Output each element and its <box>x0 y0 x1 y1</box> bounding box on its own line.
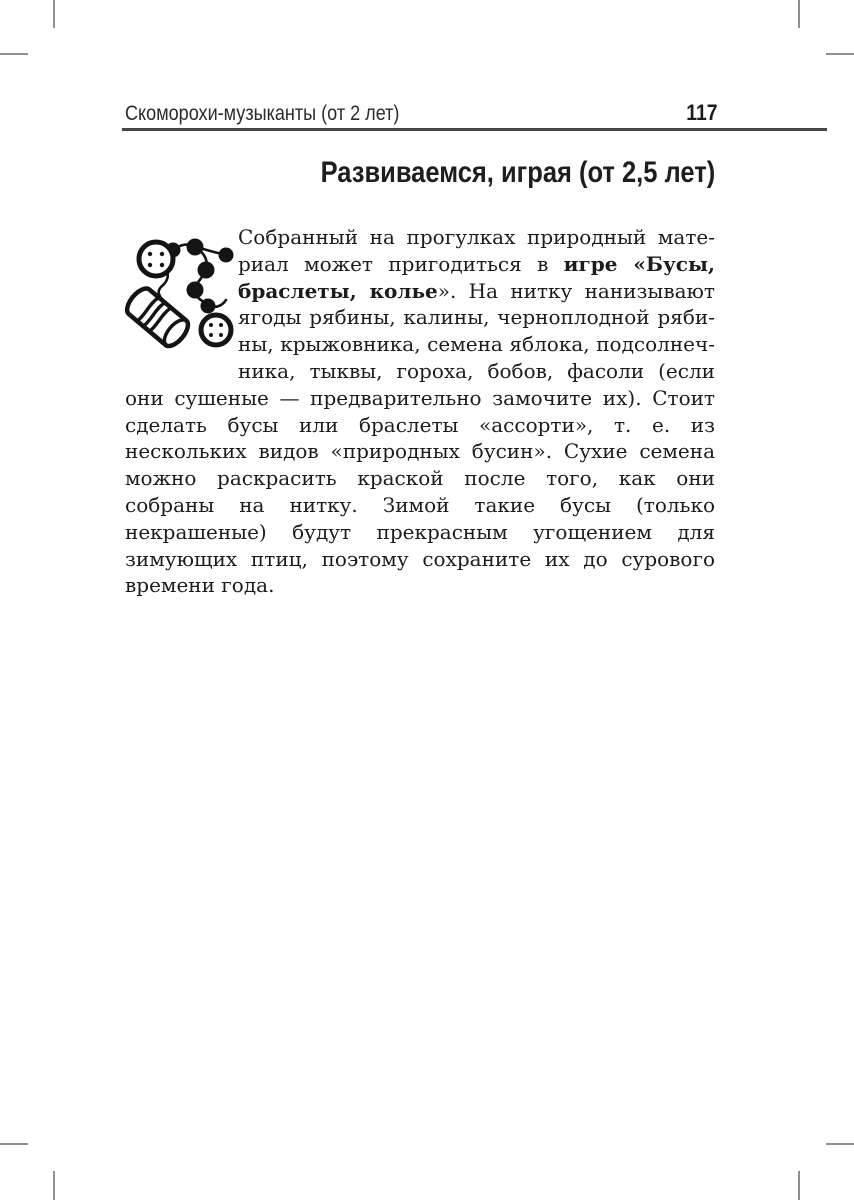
running-header <box>125 100 717 126</box>
crop-mark-bottom-right-horizontal <box>826 1143 854 1145</box>
crop-mark-top-left-horizontal <box>0 53 28 55</box>
crop-mark-bottom-left-horizontal <box>0 1143 28 1145</box>
header-rule <box>122 128 827 131</box>
body-paragraph <box>125 224 715 599</box>
running-title: Скоморохи-музыканты (от 2 лет) <box>125 102 400 125</box>
section-heading-text: Развиваемся, играя (от 2,5 лет) <box>320 156 715 189</box>
crop-mark-top-left-vertical <box>53 0 55 28</box>
crop-mark-top-right-horizontal <box>826 53 854 55</box>
section-heading <box>125 156 715 190</box>
crop-mark-top-right-vertical <box>798 0 800 28</box>
beads-necklace-illustration <box>118 224 236 358</box>
beads-buttons-spool-icon <box>118 224 236 358</box>
paragraph-text-bold: игре «Бусы, браслеты, колье <box>238 251 715 303</box>
crop-mark-bottom-right-vertical <box>798 1171 800 1200</box>
paragraph-text-start: Собранный на прогулках природный материал может пригодиться в <box>238 225 715 276</box>
crop-mark-bottom-left-vertical <box>53 1171 55 1200</box>
paragraph-text-end: ». На нитку нанизывают ягоды рябины, калины, черноплодной рябины, крыжовника, семена яблока, подсолнечника, тыквы, гороха, бобов, фасоли (если они сушеные — предварительно замочите их). Стоит сделать бусы или браслеты «ассорти», т. е. из нескольких видов «природных бусин». Сухие семена можно раскрасить краской после того, как они собраны на нитку. Зимой такие бусы (только некрашеные) будут прекрасным угощением для зимующих птиц, поэтому сохраните их до сурового времени года. <box>125 278 715 598</box>
page-number: 117 <box>685 100 717 125</box>
